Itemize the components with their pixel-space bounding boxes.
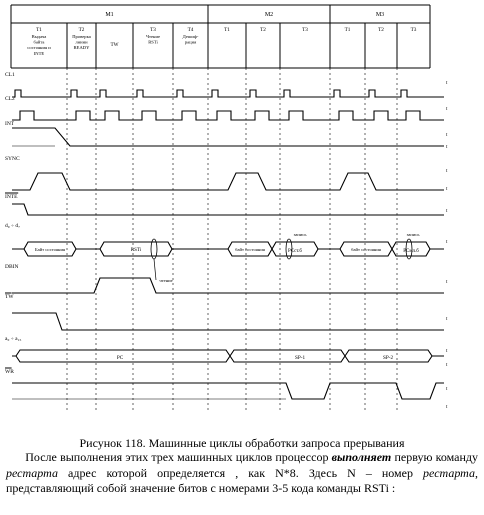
data-label-status1: Байт состояния: [34, 247, 66, 252]
signal-label-data: d₀ ÷ d₇: [5, 223, 21, 229]
signal-label-dbin: DBIN: [5, 264, 19, 270]
state-label: T3: [150, 27, 156, 33]
time-axis-label: t: [446, 349, 448, 354]
state-description: INTE: [33, 50, 45, 56]
signal-label-addr: a₀ ÷ a₁₅: [5, 336, 22, 342]
para-emph-2: рестарта: [6, 465, 58, 480]
state-description: рация: [184, 39, 197, 45]
para-emph-1: выполняет: [331, 450, 392, 464]
signal-waveforms: [5, 72, 448, 410]
state-label: T1: [36, 27, 42, 33]
para-text-1: После выполнения этих трех машинных циклов процессор: [25, 450, 332, 464]
state-label: T4: [187, 27, 194, 33]
int-waveform: [12, 128, 444, 146]
figure-caption: Рисунок 118. Машинные циклы обработки запроса прерывания: [79, 436, 405, 450]
inte-waveform: [12, 204, 444, 215]
state-label: T2: [260, 27, 266, 33]
signal-label-twi: TW: [5, 294, 14, 300]
dbin-waveform: [12, 278, 444, 293]
addr-label-pc: PC: [116, 355, 124, 361]
state-description: Проверка: [72, 34, 91, 39]
addr-label-sp1: SP-1: [294, 355, 306, 361]
signal-label-clk2: CL2: [5, 96, 15, 102]
cycle-label: M3: [375, 12, 385, 18]
data-label-write2: запись: [406, 232, 420, 237]
signal-label-int: INT: [5, 121, 15, 127]
state-description: RSTi: [148, 39, 158, 45]
signal-label-wr: WR: [5, 369, 14, 375]
data-label-status3: байт состояния: [351, 247, 381, 252]
data-label-pcl: PCмл.б: [403, 249, 419, 254]
time-axis-label: t: [446, 169, 448, 174]
header-grid: [11, 5, 430, 410]
signal-label-inte: INTE: [5, 194, 18, 200]
data-label-rst: RSTi: [130, 248, 142, 253]
read-pointer: [154, 259, 156, 280]
signal-label-clk1: CL1: [5, 72, 15, 78]
para-text-3: адрес которой определяется , как N*8. Здесь N – номер: [57, 465, 424, 480]
signal-label-sync: SYNC: [5, 156, 20, 162]
state-label: T2: [78, 27, 85, 33]
time-axis-label: t: [446, 107, 448, 112]
addr-label-sp2: SP-2: [382, 355, 394, 361]
state-label: TW: [110, 42, 119, 48]
state-description: линии: [75, 39, 88, 45]
time-axis-label: t: [446, 133, 448, 138]
state-description: READY: [73, 45, 90, 51]
state-label: T3: [302, 27, 308, 33]
clk2-waveform: [12, 111, 444, 120]
state-description: байта: [33, 39, 45, 45]
time-axis-label: t: [446, 387, 448, 392]
tw-waveform: [12, 313, 444, 330]
sync-waveform: [12, 173, 444, 190]
addr-sp1-segment: [230, 350, 345, 362]
cycle-label: M1: [105, 12, 114, 18]
clk1-waveform: [12, 90, 444, 97]
wr-waveform: [12, 383, 444, 399]
data-label-write1: запись: [293, 232, 307, 237]
para-text-2: первую команду: [391, 450, 478, 464]
state-label: T3: [410, 27, 417, 33]
time-axis-label: t: [446, 187, 448, 192]
cycle-label: M2: [264, 12, 274, 18]
time-axis-label: t: [446, 145, 448, 150]
state-description: Дешиф-: [182, 34, 199, 39]
state-description: состояния и: [27, 45, 51, 51]
state-label: T1: [224, 27, 230, 33]
state-description: Чтение: [146, 34, 160, 39]
time-axis-label: t: [446, 317, 448, 322]
para-emph-3: рестарта: [423, 465, 475, 480]
time-axis-label: t: [446, 363, 448, 368]
state-label: T2: [378, 27, 384, 33]
para-text-4: , представляющий собой значение битов с номерами 3-5 кода команды RSTi :: [6, 465, 478, 495]
time-axis-label: t: [446, 81, 448, 86]
description-paragraph: [6, 450, 478, 497]
data-label-pch: PCст.б: [288, 249, 302, 254]
data-label-status2: байт состояния: [235, 247, 265, 252]
state-description: Выдача: [31, 34, 47, 39]
time-axis-label: t: [446, 209, 448, 214]
state-label: T1: [344, 27, 351, 33]
data-label-read: чтение: [159, 278, 173, 283]
time-axis-label: t: [446, 280, 448, 285]
time-axis-label: t: [446, 240, 448, 245]
time-axis-label: t: [446, 405, 448, 410]
